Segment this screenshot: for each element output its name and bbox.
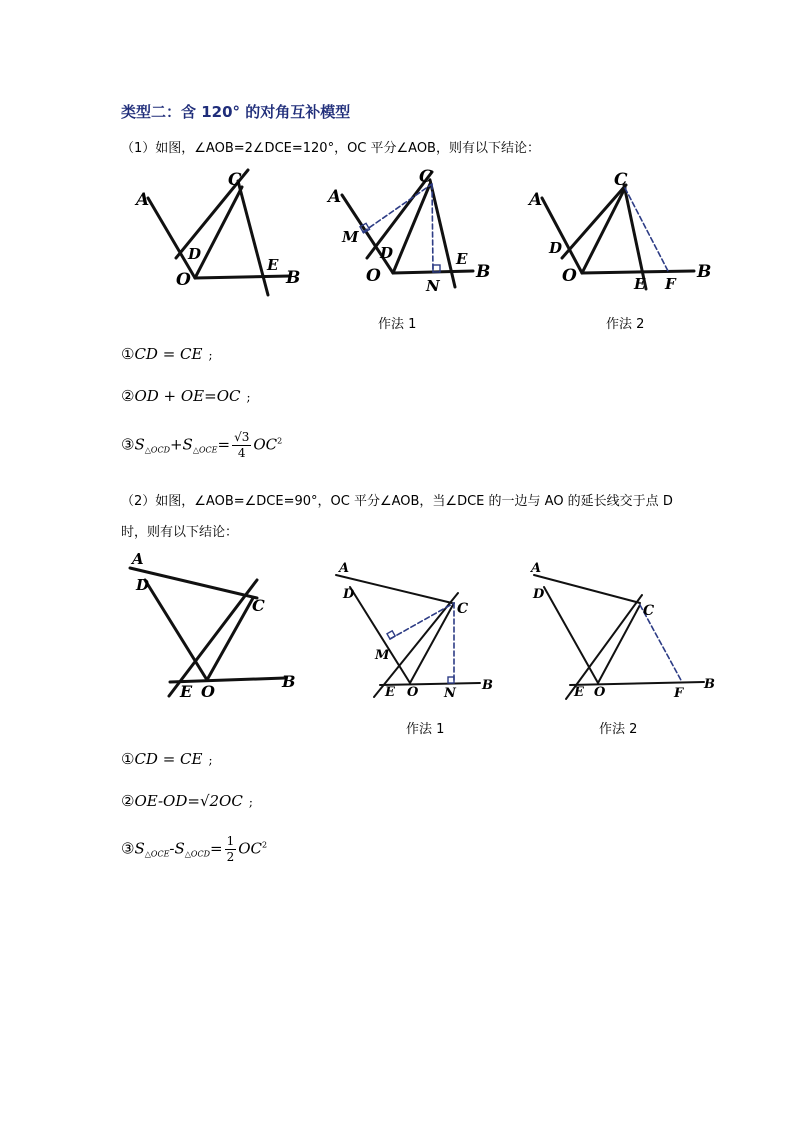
label-c: C (252, 596, 265, 615)
label-o: O (562, 266, 577, 286)
label-e: E (385, 685, 395, 700)
label-n: N (444, 686, 456, 701)
conclusion-2-3: $③S_{\triangle OCE}-S_{\triangle OCD}=$ $\frac{1}{2}$ $OC^2$ (121, 834, 268, 864)
ray-oa (350, 587, 410, 683)
label-b: B (476, 262, 491, 282)
caption-method-1-part2: 作法 1 (406, 722, 445, 737)
label-c: C (457, 601, 469, 617)
ray-ob (582, 271, 694, 273)
figure-2-1 (125, 550, 310, 705)
label-o: O (201, 682, 215, 701)
conclusion-2-2: ②OE-OD=√2OC ; (121, 792, 253, 810)
label-e: E (180, 682, 193, 701)
label-e: E (574, 685, 584, 700)
ray-ob (380, 683, 480, 685)
label-o: O (366, 266, 381, 286)
ray-oa (145, 580, 207, 680)
caption-method-2-part2: 作法 2 (599, 722, 638, 737)
label-f: F (665, 275, 676, 293)
conclusion-1-1: ①CD = CE ; (121, 345, 213, 363)
conclusion-1-2: ②OD + OE=OC ; (121, 387, 251, 405)
label-b: B (704, 677, 715, 692)
perp-cn (432, 184, 433, 272)
label-c: C (614, 170, 628, 190)
label-a: A (132, 550, 144, 568)
segment-oc (582, 188, 625, 273)
ray-oa (544, 587, 598, 683)
perp-cm (363, 184, 432, 232)
label-e: E (456, 250, 468, 268)
label-a: A (529, 190, 543, 210)
figure-2-3 (522, 557, 722, 705)
figure-1-1 (128, 163, 308, 298)
caption-method-1: 作法 1 (378, 317, 417, 332)
ray-oa (148, 198, 195, 278)
label-b: B (697, 262, 712, 282)
figure-1-3 (522, 163, 722, 298)
segment-oc (195, 187, 242, 278)
label-a: A (339, 561, 350, 576)
segment-oc (598, 605, 640, 683)
label-o: O (594, 685, 606, 700)
label-a: A (328, 187, 342, 207)
figure-1-2 (320, 160, 505, 298)
label-d: D (549, 239, 563, 257)
label-d: D (380, 244, 394, 262)
label-f: F (674, 686, 684, 701)
label-d: D (136, 576, 150, 594)
ray-oa (542, 198, 582, 273)
part2-intro-line2: 时，则有以下结论： (121, 525, 239, 540)
conclusion-1-3: $③S_{\triangle OCD}+S_{\triangle OCE}=$ $\frac{√3}{4}$ $OC^2$ (121, 430, 283, 460)
label-b: B (482, 678, 493, 693)
part1-intro: （1）如图，∠AOB=2∠DCE=120°，OC 平分∠AOB，则有以下结论： (121, 141, 540, 156)
section-title: 类型二：含 120° 的对角互补模型 (121, 103, 351, 121)
label-n: N (426, 277, 440, 295)
figure-2-2 (330, 557, 505, 705)
segment-cf (625, 188, 668, 271)
label-a: A (531, 561, 542, 576)
label-c: C (643, 603, 655, 619)
label-o: O (176, 270, 191, 290)
ray-ob (195, 276, 290, 278)
line-dc (130, 568, 257, 598)
label-c: C (419, 167, 433, 187)
label-m: M (342, 228, 359, 246)
label-e: E (634, 275, 646, 293)
label-o: O (407, 685, 419, 700)
label-e: E (267, 256, 279, 274)
label-b: B (286, 268, 301, 288)
ray-ob (570, 682, 704, 685)
label-d: D (188, 245, 202, 263)
label-b: B (282, 672, 296, 691)
label-m: M (375, 648, 390, 663)
label-a: A (136, 190, 150, 210)
conclusion-2-1: ①CD = CE ; (121, 750, 213, 768)
label-d: D (343, 587, 355, 602)
caption-method-2: 作法 2 (606, 317, 645, 332)
right-angle-m (387, 631, 395, 639)
part2-intro-line1: （2）如图，∠AOB=∠DCE=90°，OC 平分∠AOB，当∠DCE 的一边与 AO 的延长线交于点 D (121, 494, 673, 509)
label-d: D (533, 587, 545, 602)
label-c: C (228, 170, 242, 190)
right-angle-n (448, 677, 454, 683)
